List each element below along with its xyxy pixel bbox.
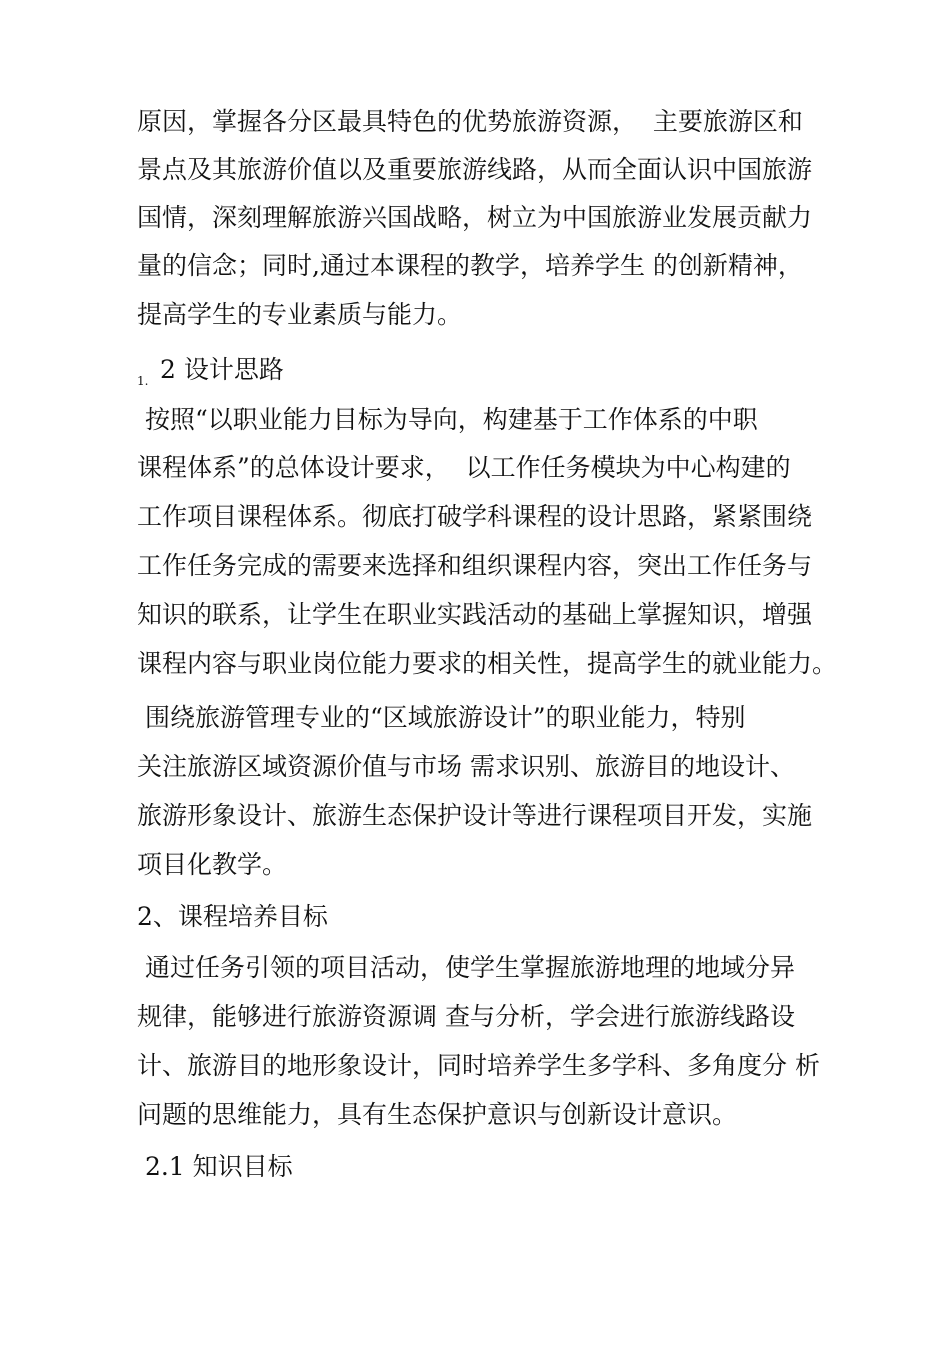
paragraph-1-line-1: 原因，掌握各分区最具特色的优势旅游资源， 主要旅游区和 (137, 107, 803, 136)
paragraph-1-line-5: 提高学生的专业素质与能力。 (137, 300, 463, 329)
heading-1-2-number-prefix: 1. (137, 374, 149, 388)
paragraph-4-line-4: 问题的思维能力，具有生态保护意识与创新设计意识。 (137, 1100, 738, 1129)
paragraph-4-line-2: 规律，能够进行旅游资源调 查与分析，学会进行旅游线路设 (137, 1002, 795, 1031)
paragraph-2-line-2: 课程体系”的总体设计要求， 以工作任务模块为中心构建的 (137, 453, 791, 482)
heading-2-title: 2、课程培养目标 (137, 902, 328, 931)
paragraph-3-line-1: 围绕旅游管理专业的“区域旅游设计”的职业能力，特别 (137, 703, 746, 732)
paragraph-2-line-3: 工作项目课程体系。彻底打破学科课程的设计思路，紧紧围绕 (137, 502, 813, 531)
paragraph-1-line-2: 景点及其旅游价值以及重要旅游线路，从而全面认识中国旅游 (137, 155, 813, 184)
paragraph-1-line-4: 量的信念；同时,通过本课程的教学，培养学生 的创新精神， (137, 251, 803, 280)
paragraph-1-line-3: 国情，深刻理解旅游兴国战略，树立为中国旅游业发展贡献力 (137, 203, 813, 232)
paragraph-4-line-3: 计、旅游目的地形象设计，同时培养学生多学科、多角度分 析 (137, 1051, 820, 1080)
paragraph-2-line-6: 课程内容与职业岗位能力要求的相关性，提高学生的就业能力。 (137, 649, 838, 678)
paragraph-2-line-1: 按照“以职业能力目标为导向，构建基于工作体系的中职 (137, 405, 758, 434)
paragraph-2-line-5: 知识的联系，让学生在职业实践活动的基础上掌握知识，增强 (137, 600, 813, 629)
paragraph-3-line-3: 旅游形象设计、旅游生态保护设计等进行课程项目开发，实施 (137, 801, 813, 830)
heading-2-1-title: 2.1 知识目标 (137, 1152, 293, 1181)
paragraph-3-line-4: 项目化教学。 (137, 850, 288, 879)
heading-1-2-title: 2 设计思路 (160, 355, 284, 384)
paragraph-2-line-4: 工作任务完成的需要来选择和组织课程内容，突出工作任务与 (137, 551, 813, 580)
paragraph-3-line-2: 关注旅游区域资源价值与市场 需求识别、旅游目的地设计、 (137, 752, 795, 781)
paragraph-4-line-1: 通过任务引领的项目活动，使学生掌握旅游地理的地域分异 (137, 953, 795, 982)
